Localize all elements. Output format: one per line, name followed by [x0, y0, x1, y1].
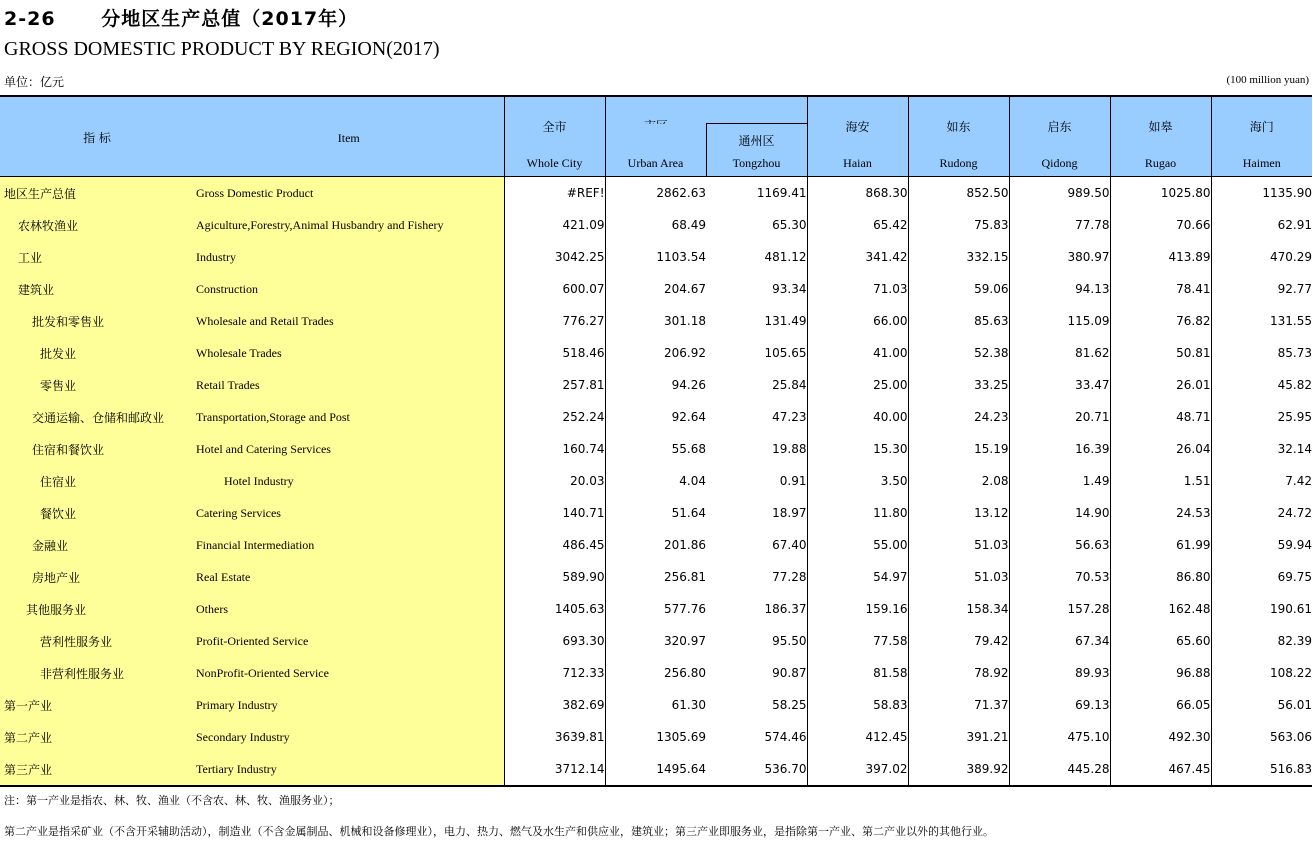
table-cell: 93.34: [772, 282, 807, 296]
table-cell: 162.48: [1110, 593, 1211, 625]
table-cell: 852.50: [908, 177, 1009, 210]
table-cell: 58.25: [772, 698, 807, 712]
header-col-en: Haimen: [1242, 155, 1281, 170]
table-cell: 92.64: [605, 401, 706, 433]
row-label-zh: 其他服务业: [0, 593, 194, 625]
table-cell: 3.50: [807, 465, 908, 497]
row-label-zh: 营利性服务业: [0, 625, 194, 657]
row-label-en: Secondary Industry: [194, 721, 504, 753]
row-label-zh: 房地产业: [0, 561, 194, 593]
row-label-en: Hotel Industry: [194, 465, 504, 497]
table-cell: 577.76: [605, 593, 706, 625]
table-cell: 61.99: [1110, 529, 1211, 561]
table-cell: 412.45: [807, 721, 908, 753]
row-label-zh: 第二产业: [0, 721, 194, 753]
table-cell: 18.97: [772, 506, 807, 520]
table-cell: 51.03: [908, 529, 1009, 561]
table-cell: 252.24: [504, 401, 605, 433]
header-col-urban-area-sub: [605, 124, 706, 177]
table-cell: 25.00: [807, 369, 908, 401]
table-cell: 19.88: [772, 442, 807, 456]
table-row: [0, 337, 1312, 369]
table-cell: 11.80: [807, 497, 908, 529]
table-row: [0, 305, 1312, 337]
table-cell: 15.19: [908, 433, 1009, 465]
table-cell: 563.06: [1211, 721, 1312, 753]
table-cell: 574.46: [764, 730, 807, 744]
table-cell: 989.50: [1009, 177, 1110, 210]
table-cell: 712.33: [504, 657, 605, 689]
table-cell: 1.51: [1110, 465, 1211, 497]
header-col-zh: 海安: [845, 119, 870, 134]
table-cell: 158.34: [908, 593, 1009, 625]
table-cell: 26.01: [1110, 369, 1211, 401]
table-cell: 33.25: [908, 369, 1009, 401]
table-cell: 66.00: [807, 305, 908, 337]
row-label-zh: 第一产业: [0, 689, 194, 721]
table-cell: 77.28: [772, 570, 807, 584]
table-cell: 486.45: [504, 529, 605, 561]
table-cell: 59.94: [1211, 529, 1312, 561]
table-cell: 41.00: [807, 337, 908, 369]
table-body: [0, 177, 1312, 787]
table-cell: 58.83: [807, 689, 908, 721]
table-cell: 693.30: [504, 625, 605, 657]
table-cell: 16.39: [1009, 433, 1110, 465]
table-row: [0, 241, 1312, 273]
table-cell: 341.42: [807, 241, 908, 273]
table-cell: 0.91: [779, 474, 807, 488]
row-label-en: Construction: [194, 273, 504, 305]
table-cell: 68.49: [605, 209, 706, 241]
header-col-urban-area: [605, 96, 807, 124]
table-cell: 518.46: [504, 337, 605, 369]
table-cell: 320.97: [605, 625, 706, 657]
row-label-en: Primary Industry: [194, 689, 504, 721]
table-row: [0, 177, 1312, 210]
table-cell: 1405.63: [504, 593, 605, 625]
table-cell: 481.12: [764, 250, 807, 264]
table-cell: 71.03: [807, 273, 908, 305]
table-cell: 66.05: [1110, 689, 1211, 721]
table-cell: 2862.63: [605, 177, 706, 210]
table-cell: 24.23: [908, 401, 1009, 433]
table-cell: 79.42: [908, 625, 1009, 657]
table-cell: 24.53: [1110, 497, 1211, 529]
table-cell: 90.87: [772, 666, 807, 680]
row-label-zh: 第三产业: [0, 753, 194, 786]
gdp-table: [0, 95, 1312, 787]
table-row: [0, 721, 1312, 753]
row-label-en: Profit-Oriented Service: [194, 625, 504, 657]
table-cell: 3042.25: [504, 241, 605, 273]
header-col-tongzhou: [706, 124, 807, 177]
header-indicator: [0, 96, 194, 177]
table-cell: 14.90: [1009, 497, 1110, 529]
footnote-2: 第二产业是指采矿业（不含开采辅助活动），制造业（不含金属制品、机械和设备修理业），电力、热力、燃气及水生产和供应业，建筑业；第三产业即服务业，是指除第一产业、第二产业以外的其他行业。: [4, 825, 994, 838]
row-label-zh: 农林牧渔业: [0, 209, 194, 241]
table-cell: 157.28: [1009, 593, 1110, 625]
table-cell: 26.04: [1110, 433, 1211, 465]
table-cell: 50.81: [1110, 337, 1211, 369]
table-cell: 61.30: [605, 689, 706, 721]
table-cell: 2.08: [908, 465, 1009, 497]
table-cell: 20.03: [504, 465, 605, 497]
table-cell: 69.13: [1009, 689, 1110, 721]
table-cell: 868.30: [807, 177, 908, 210]
footnote-1: 注：第一产业是指农、林、牧、渔业（不含农、林、牧、渔服务业）；: [4, 794, 340, 807]
table-cell: 77.58: [807, 625, 908, 657]
table-cell: 65.60: [1110, 625, 1211, 657]
header-item-label: Item: [337, 130, 360, 145]
table-cell: 65.42: [807, 209, 908, 241]
header-col-zh: 启东: [1047, 119, 1072, 134]
table-row: [0, 561, 1312, 593]
table-cell: 67.34: [1009, 625, 1110, 657]
header-col-zh: 通州区: [738, 134, 775, 148]
table-cell: 85.63: [908, 305, 1009, 337]
table-cell: 256.80: [605, 657, 706, 689]
table-cell: 56.01: [1211, 689, 1312, 721]
table-cell: 82.39: [1211, 625, 1312, 657]
header-col-rugao: [1110, 96, 1211, 177]
row-label-zh: 零售业: [0, 369, 194, 401]
row-label-zh: 金融业: [0, 529, 194, 561]
header-col-rudong: [908, 96, 1009, 177]
header-col-en: Rudong: [939, 155, 978, 170]
row-label-zh: 建筑业: [0, 273, 194, 305]
table-cell: 86.80: [1110, 561, 1211, 593]
table-cell: 65.30: [772, 218, 807, 232]
row-label-zh: 地区生产总值: [0, 177, 194, 210]
row-label-en: Tertiary Industry: [194, 753, 504, 786]
table-cell: 159.16: [807, 593, 908, 625]
table-cell: 470.29: [1211, 241, 1312, 273]
table-cell: 257.81: [504, 369, 605, 401]
table-cell: 105.65: [764, 346, 807, 360]
row-label-en: NonProfit-Oriented Service: [194, 657, 504, 689]
table-cell: 89.93: [1009, 657, 1110, 689]
page-title: [4, 4, 358, 31]
table-cell: 62.91: [1211, 209, 1312, 241]
row-label-en: Transportation,Storage and Post: [194, 401, 504, 433]
table-cell: 190.61: [1211, 593, 1312, 625]
table-cell: 492.30: [1110, 721, 1211, 753]
table-cell: 47.23: [772, 410, 807, 424]
header-col-zh: 全市: [542, 119, 567, 134]
table-cell: 160.74: [504, 433, 605, 465]
table-cell: #REF!: [504, 177, 605, 210]
table-cell: 413.89: [1110, 241, 1211, 273]
header-col-whole-city: [504, 96, 605, 177]
table-row: [0, 593, 1312, 625]
row-label-en: Others: [194, 593, 504, 625]
table-cell: 25.84: [772, 378, 807, 392]
table-cell: 421.09: [504, 209, 605, 241]
table-cell: 70.66: [1110, 209, 1211, 241]
table-cell: 25.95: [1211, 401, 1312, 433]
header-col-en: Haian: [843, 155, 872, 170]
header-col-en: Urban Area: [627, 155, 684, 170]
table-cell: 45.82: [1211, 369, 1312, 401]
table-cell: 55.68: [605, 433, 706, 465]
table-cell: 51.03: [908, 561, 1009, 593]
table-cell: 140.71: [504, 497, 605, 529]
table-cell: 70.53: [1009, 561, 1110, 593]
row-label-en: Industry: [194, 241, 504, 273]
header-col-en: Qidong: [1041, 155, 1078, 170]
table-cell: 95.50: [772, 634, 807, 648]
table-cell: 76.82: [1110, 305, 1211, 337]
table-cell: 40.00: [807, 401, 908, 433]
header-indicator-label: 指 标: [83, 130, 111, 145]
table-cell: 115.09: [1009, 305, 1110, 337]
table-cell: 776.27: [504, 305, 605, 337]
table-row: [0, 465, 1312, 497]
table-cell: 201.86: [605, 529, 706, 561]
row-label-en: Catering Services: [194, 497, 504, 529]
table-cell: 32.14: [1211, 433, 1312, 465]
table-row: [0, 689, 1312, 721]
row-label-zh: 非营利性服务业: [0, 657, 194, 689]
table-row: [0, 625, 1312, 657]
table-row: [0, 401, 1312, 433]
table-cell: 382.69: [504, 689, 605, 721]
table-row: [0, 369, 1312, 401]
table-cell: 204.67: [605, 273, 706, 305]
table-cell: 77.78: [1009, 209, 1110, 241]
table-cell: 1025.80: [1110, 177, 1211, 210]
table-cell: 94.13: [1009, 273, 1110, 305]
table-cell: 78.41: [1110, 273, 1211, 305]
row-label-en: Real Estate: [194, 561, 504, 593]
title-zh: 分地区生产总值（2017年）: [101, 8, 359, 30]
table-cell: 332.15: [908, 241, 1009, 273]
table-header: [0, 96, 1312, 177]
row-label-en: Wholesale Trades: [194, 337, 504, 369]
table-cell: 7.42: [1211, 465, 1312, 497]
header-col-en: Rugao: [1144, 155, 1177, 170]
table-row: [0, 753, 1312, 786]
table-cell: 92.77: [1211, 273, 1312, 305]
table-row: [0, 273, 1312, 305]
table-cell: 54.97: [807, 561, 908, 593]
table-row: [0, 433, 1312, 465]
table-cell: 1135.90: [1211, 177, 1312, 210]
table-cell: 536.70: [706, 753, 807, 786]
header-col-haian: [807, 96, 908, 177]
table-cell: 59.06: [908, 273, 1009, 305]
row-label-zh: 餐饮业: [0, 497, 194, 529]
table-cell: 3712.14: [504, 753, 605, 786]
table-cell: 600.07: [504, 273, 605, 305]
table-row: [0, 657, 1312, 689]
header-col-qidong: [1009, 96, 1110, 177]
table-cell: 20.71: [1009, 401, 1110, 433]
table-cell: 3639.81: [504, 721, 605, 753]
table-cell: 69.75: [1211, 561, 1312, 593]
table-cell: 56.63: [1009, 529, 1110, 561]
table-row: [0, 209, 1312, 241]
row-label-en: Agiculture,Forestry,Animal Husbandry and Fishery: [194, 209, 504, 241]
table-cell: 445.28: [1009, 753, 1110, 786]
table-cell: 475.10: [1009, 721, 1110, 753]
row-label-en: Hotel and Catering Services: [194, 433, 504, 465]
table-cell: 15.30: [807, 433, 908, 465]
table-cell: 96.88: [1110, 657, 1211, 689]
table-cell: 24.72: [1211, 497, 1312, 529]
row-label-zh: 批发和零售业: [0, 305, 194, 337]
table-code: 2-26: [4, 8, 56, 30]
unit-label-zh: 单位：亿元: [4, 75, 65, 89]
row-label-zh: 批发业: [0, 337, 194, 369]
table-cell: 301.18: [605, 305, 706, 337]
table-cell: 67.40: [772, 538, 807, 552]
table-cell: 85.73: [1211, 337, 1312, 369]
table-cell: 81.58: [807, 657, 908, 689]
table-cell: 589.90: [504, 561, 605, 593]
table-cell: 78.92: [908, 657, 1009, 689]
table-cell: 397.02: [807, 753, 908, 786]
table-cell: 81.62: [1009, 337, 1110, 369]
table-cell: 131.49: [764, 314, 807, 328]
row-label-zh: 住宿业: [0, 465, 194, 497]
table-cell: 467.45: [1110, 753, 1211, 786]
table-cell: 1305.69: [605, 721, 706, 753]
header-col-zh: 海门: [1249, 119, 1274, 134]
table-cell: 52.38: [908, 337, 1009, 369]
table-cell: 380.97: [1009, 241, 1110, 273]
table-cell: 186.37: [764, 602, 807, 616]
title-en: GROSS DOMESTIC PRODUCT BY REGION(2017): [4, 38, 440, 60]
table-cell: 13.12: [908, 497, 1009, 529]
table-cell: 4.04: [605, 465, 706, 497]
table-cell: 48.71: [1110, 401, 1211, 433]
header-item: [194, 96, 504, 177]
table-cell: 51.64: [605, 497, 706, 529]
header-col-en: Whole City: [526, 155, 583, 170]
table-cell: 206.92: [605, 337, 706, 369]
table-row: [0, 529, 1312, 561]
table-cell: 75.83: [908, 209, 1009, 241]
table-cell: 71.37: [908, 689, 1009, 721]
table-cell: 94.26: [605, 369, 706, 401]
header-col-haimen: [1211, 96, 1312, 177]
table-cell: 1495.64: [605, 753, 706, 786]
row-label-en: Wholesale and Retail Trades: [194, 305, 504, 337]
row-label-en: Retail Trades: [194, 369, 504, 401]
row-label-en: Financial Intermediation: [194, 529, 504, 561]
table-cell: 108.22: [1211, 657, 1312, 689]
table-cell: 131.55: [1211, 305, 1312, 337]
table-row: [0, 497, 1312, 529]
table-cell: 1.49: [1009, 465, 1110, 497]
table-cell: 391.21: [908, 721, 1009, 753]
table-cell: 256.81: [605, 561, 706, 593]
unit-label-en: (100 million yuan): [1226, 74, 1309, 86]
row-label-zh: 交通运输、仓储和邮政业: [0, 401, 194, 433]
table-cell: 33.47: [1009, 369, 1110, 401]
header-col-en: Tongzhou: [732, 156, 781, 170]
table-cell: 55.00: [807, 529, 908, 561]
header-col-zh: 如皋: [1148, 119, 1173, 134]
header-col-zh: 如东: [946, 119, 971, 134]
row-label-zh: 工业: [0, 241, 194, 273]
row-label-zh: 住宿和餐饮业: [0, 433, 194, 465]
table-cell: 389.92: [908, 753, 1009, 786]
table-cell: 516.83: [1211, 753, 1312, 786]
table-cell: 1103.54: [605, 241, 706, 273]
table-cell: 1169.41: [706, 177, 807, 210]
row-label-en: Gross Domestic Product: [194, 177, 504, 210]
